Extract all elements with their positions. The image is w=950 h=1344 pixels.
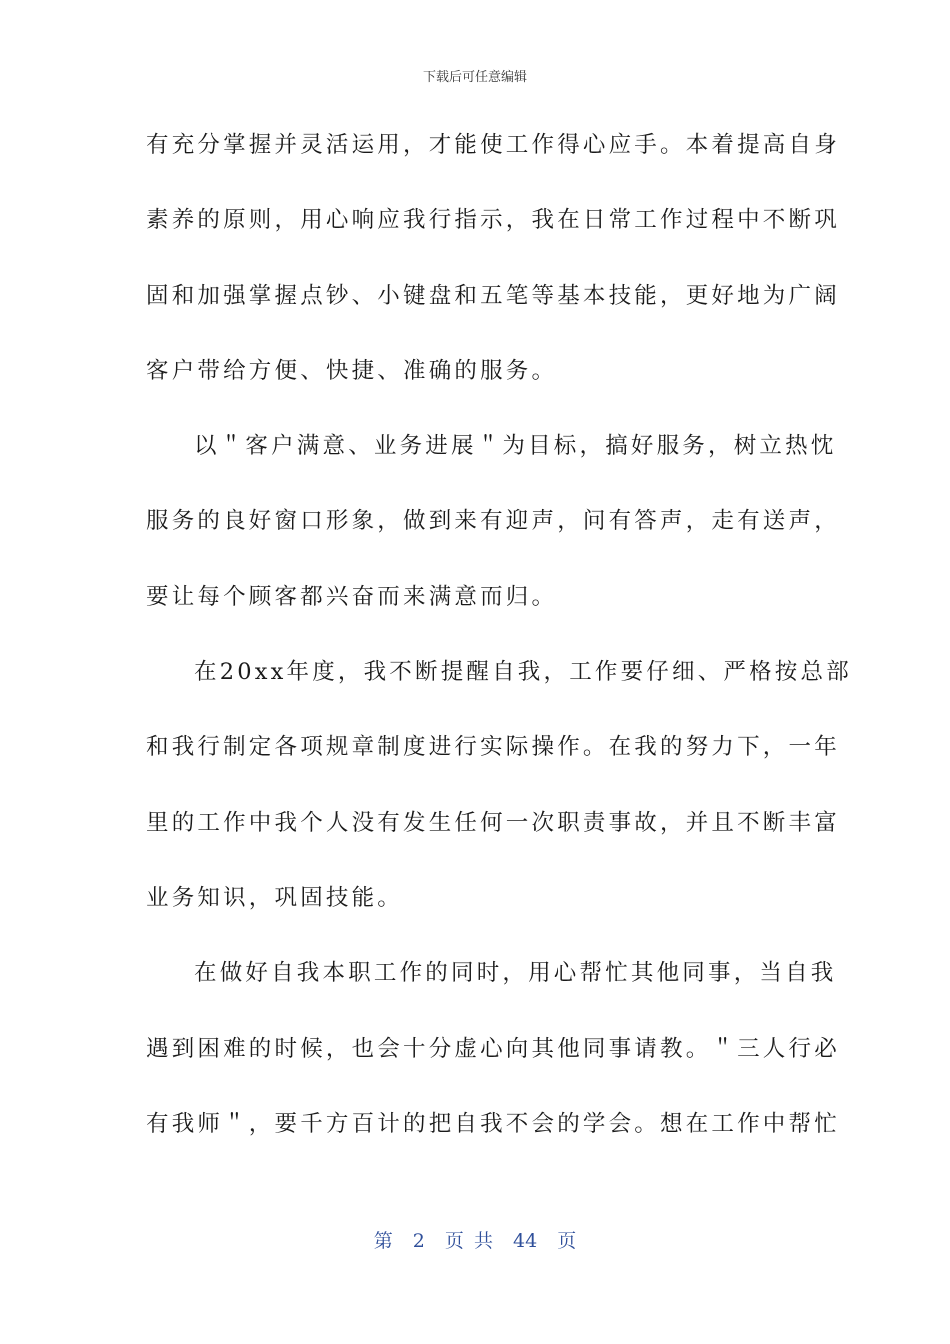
document-body [146, 122, 852, 1176]
text-line: 有充分掌握并灵活运用，才能使工作得心应手。本着提高自身 [146, 132, 840, 158]
text-line: 客户带给方便、快捷、准确的服务。 [146, 357, 558, 384]
text-line: 要让每个顾客都兴奋而来满意而归。 [146, 583, 558, 610]
text-line: 素养的原则，用心响应我行指示，我在日常工作过程中不断巩 [146, 207, 840, 234]
paragraph-first-line: 在20xx年度，我不断提醒自我，工作要仔细、严格按总部 [194, 659, 852, 686]
text-line: 遇到困难的时候，也会十分虚心向其他同事请教。＂三人行必 [146, 1035, 840, 1062]
paragraph-first-line: 在做好自我本职工作的同时，用心帮忙其他同事，当自我 [194, 960, 837, 987]
footer-middle: 页 共 [444, 1230, 493, 1252]
page-footer [0, 1226, 950, 1253]
current-page-number: 2 [412, 1230, 425, 1252]
text-line: 业务知识，巩固技能。 [146, 884, 404, 911]
text-line: 有我师＂，要千方百计的把自我不会的学会。想在工作中帮忙 [146, 1110, 840, 1137]
page-header: 下载后可任意编辑 [422, 70, 527, 85]
text-line: 和我行制定各项规章制度进行实际操作。在我的努力下，一年 [146, 734, 840, 761]
text-line: 服务的良好窗口形象，做到来有迎声，问有答声，走有送声， [146, 508, 840, 535]
text-line: 里的工作中我个人没有发生任何一次职责事故，并且不断丰富 [146, 809, 840, 836]
total-pages-number: 44 [513, 1230, 538, 1252]
paragraph-first-line: 以＂客户满意、业务进展＂为目标，搞好服务，树立热忱 [194, 433, 837, 460]
footer-suffix: 页 [557, 1230, 577, 1252]
footer-prefix: 第 [373, 1230, 393, 1252]
text-line: 固和加强掌握点钞、小键盘和五笔等基本技能，更好地为广阔 [146, 282, 840, 309]
